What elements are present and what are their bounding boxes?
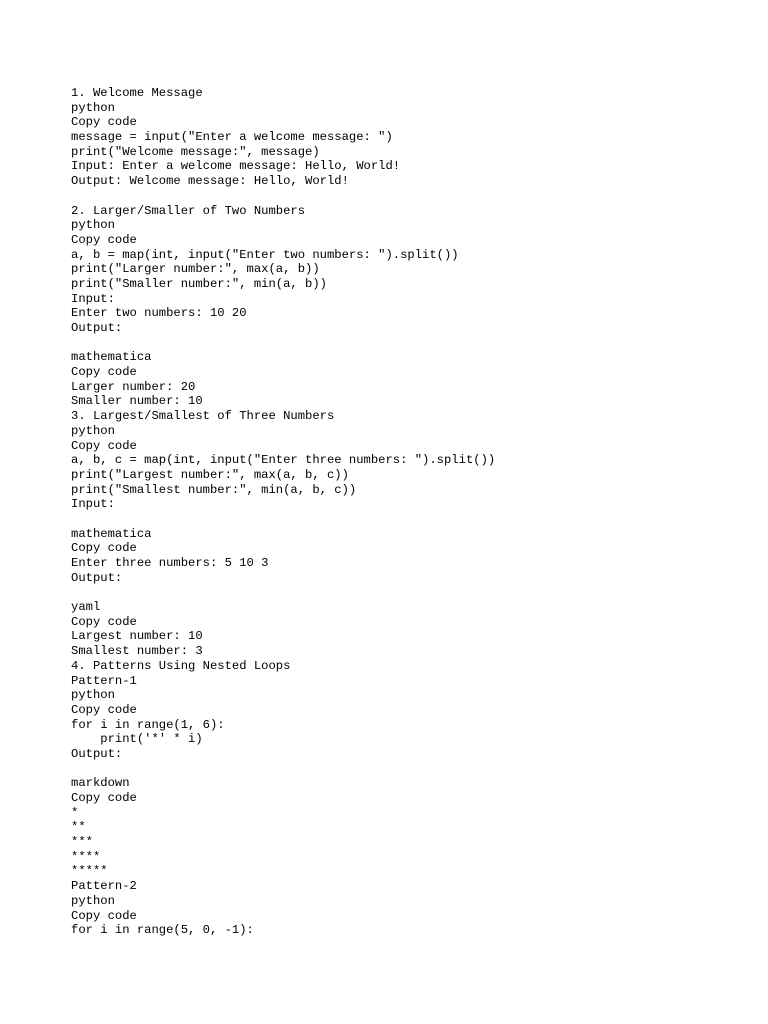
text-line: **** [71,849,101,864]
copy-code-label: Copy code [71,791,137,805]
text-line: Input: [71,497,115,512]
code-language-label: mathematica [71,526,152,541]
text-line: message = input("Enter a welcome message: ") [71,130,393,145]
text-line: Output: [71,321,123,335]
text-line: Output: [71,746,123,761]
copy-code-label: Copy code [71,438,137,453]
code-language-label: python [71,893,115,908]
text-line: * [71,805,79,820]
text-line: for i in range(5, 0, -1): [71,923,254,938]
code-language-label: python [71,218,115,233]
code-language-label: python [71,100,115,115]
copy-code-label: Copy code [71,541,137,556]
text-line: ** [71,820,86,835]
code-language-label: python [71,688,115,703]
copy-code-label: Copy code [71,702,137,717]
code-language-label: mathematica [71,350,152,365]
text-line: a, b = map(int, input("Enter two numbers: ").split()) [71,247,459,262]
pattern-heading: Pattern-2 [71,879,137,894]
text-line: Output: [71,570,123,585]
blank-line [71,585,731,600]
text-line: print("Welcome message:", message) [71,144,320,159]
text-line: Output: Welcome message: Hello, World! [71,174,349,189]
text-line: print("Smaller number:", min(a, b)) [71,276,327,291]
blank-line [71,512,731,527]
text-line: Input: Enter a welcome message: Hello, World! [71,159,401,174]
document-page [71,86,731,938]
text-line: Largest number: 10 [71,629,203,644]
copy-code-label: Copy code [71,614,137,629]
code-language-label: python [71,423,115,438]
text-line: print("Largest number:", max(a, b, c)) [71,467,349,482]
section-heading: 2. Larger/Smaller of Two Numbers [71,203,306,218]
copy-code-label: Copy code [71,232,137,247]
code-language-label: markdown [71,776,130,791]
text-line: print("Larger number:", max(a, b)) [71,262,320,277]
text-line: print('*' * i) [71,732,203,747]
copy-code-label: Copy code [71,908,137,923]
text-line: for i in range(1, 6): [71,717,225,732]
text-line: *** [71,835,93,850]
section-heading: 1. Welcome Message [71,86,203,100]
pattern-heading: Pattern-1 [71,673,137,688]
section-heading: 4. Patterns Using Nested Loops [71,658,291,673]
code-language-label: yaml [71,600,101,615]
blank-line [71,762,731,777]
text-line: Smaller number: 10 [71,394,203,409]
blank-line [71,336,731,351]
text-line: a, b, c = map(int, input("Enter three numbers: ").split()) [71,453,496,468]
text-line: Input: [71,291,115,306]
copy-code-label: Copy code [71,365,137,380]
text-line: ***** [71,864,108,879]
text-line: Enter two numbers: 10 20 [71,306,247,321]
blank-line [71,189,731,204]
text-line: Enter three numbers: 5 10 3 [71,556,269,570]
text-line: Larger number: 20 [71,379,196,394]
text-line: print("Smallest number:", min(a, b, c)) [71,482,357,497]
copy-code-label: Copy code [71,115,137,130]
section-heading: 3. Largest/Smallest of Three Numbers [71,409,335,424]
text-line: Smallest number: 3 [71,644,203,659]
